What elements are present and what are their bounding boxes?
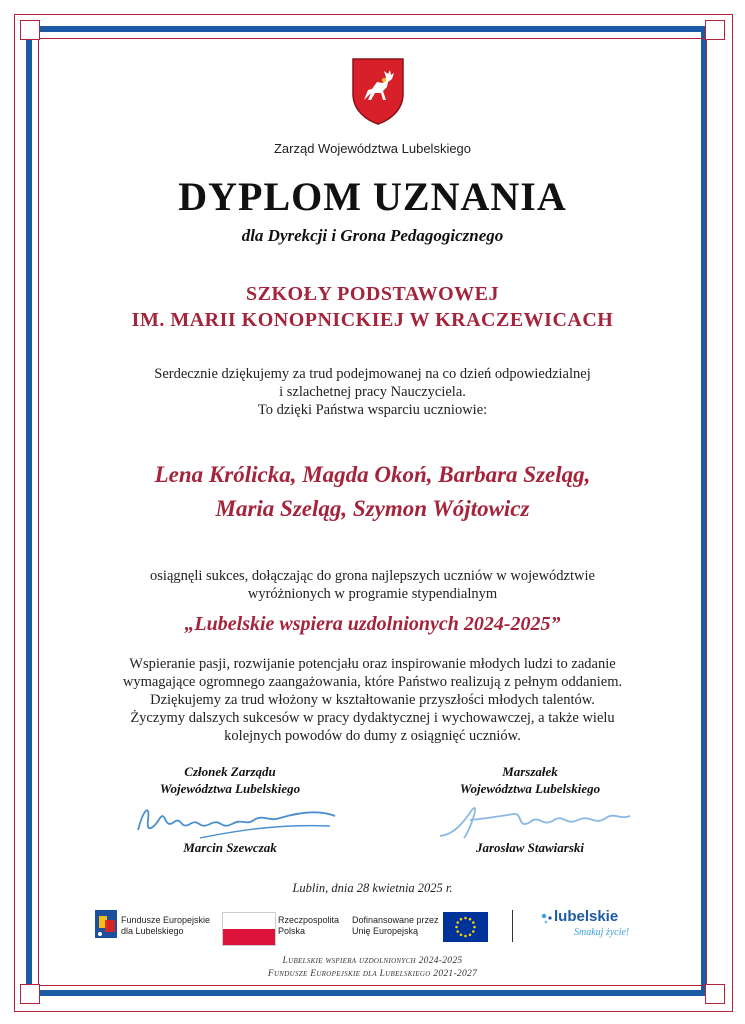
coat-of-arms-icon <box>350 56 406 126</box>
intro-text-line3: To dzięki Państwa wsparciu uczniowie: <box>257 402 488 418</box>
left-signature-block <box>125 763 335 797</box>
logo-divider <box>512 910 513 942</box>
intro-text-line2: i szlachetnej pracy Nauczyciela. <box>279 384 466 400</box>
handwritten-signature <box>130 800 350 844</box>
left-signatory-role: Członek Zarządu <box>184 764 276 779</box>
lubelskie-tagline: Smakuj życie! <box>574 927 630 938</box>
closing-text-line5: kolejnych powodów do dumy z osiągnięć uczniów. <box>224 728 521 744</box>
issue-date: Lublin, dnia 28 kwietnia 2025 r. <box>292 881 453 895</box>
school-name-line2: IM. MARII KONOPNICKIEJ W KRACZEWICACH <box>131 309 614 331</box>
diploma-title: DYPLOM UZNANIA <box>178 174 567 219</box>
intro-text-line1: Serdecznie dziękujemy za trud podejmowanej na co dzień odpowiedzialnej <box>154 366 591 382</box>
rp-logo-label: Rzeczpospolita Polska <box>278 915 340 936</box>
right-signatory-region: Województwa Lubelskiego <box>459 781 601 796</box>
corner-ornament <box>705 984 725 1004</box>
corner-ornament <box>20 20 40 40</box>
school-name-line1: SZKOŁY PODSTAWOWEJ <box>246 283 499 305</box>
closing-text-line4: Życzymy dalszych sukcesów w pracy dydaktycznej i wychowawczej, a także wielu <box>130 710 615 726</box>
fundusze-europejskie-icon <box>95 910 117 938</box>
student-names-line2: Maria Szeląg, Szymon Wójtowicz <box>215 496 530 521</box>
left-signatory-region: Województwa Lubelskiego <box>159 781 301 796</box>
corner-ornament <box>20 984 40 1004</box>
achievement-text-line1: osiągnęli sukces, dołączając do grona najlepszych uczniów w województwie <box>150 568 595 584</box>
fe-logo-label: Fundusze Europejskie dla Lubelskiego <box>121 915 211 936</box>
footer-line2: Fundusze Europejskie dla Lubelskiego 2021-2027 <box>267 969 478 979</box>
program-name: „Lubelskie wspiera uzdolnionych 2024-2025” <box>184 613 561 635</box>
lubelskie-dots-icon <box>540 912 554 926</box>
handwritten-signature <box>430 800 640 844</box>
polish-flag-icon <box>222 912 276 946</box>
eu-flag-icon <box>443 912 488 942</box>
right-signatory-role: Marszałek <box>502 764 558 779</box>
diploma-subtitle: dla Dyrekcji i Grona Pedagogicznego <box>241 226 504 245</box>
corner-ornament <box>705 20 725 40</box>
right-signature-block <box>420 763 640 797</box>
right-signatory-name: Jarosław Stawiarski <box>475 840 584 855</box>
issuer-name: Zarząd Województwa Lubelskiego <box>273 141 472 156</box>
lubelskie-wordmark: lubelskie <box>554 908 619 925</box>
closing-text-line2: wymagające ogromnego zaangażowania, które Państwo realizują z pełnym oddaniem. <box>122 674 623 690</box>
closing-text-line3: Dziękujemy za trud włożony w kształtowanie przyszłości młodych talentów. <box>150 692 595 708</box>
footer-line1: Lubelskie wspiera uzdolnionych 2024-2025 <box>282 956 463 966</box>
left-signatory-name: Marcin Szewczak <box>183 840 277 855</box>
achievement-text-line2: wyróżnionych w programie stypendialnym <box>247 586 498 602</box>
closing-text-line1: Wspieranie pasji, rozwijanie potencjału oraz inspirowanie młodych ludzi to zadanie <box>129 656 616 672</box>
lubelskie-logo <box>540 908 650 944</box>
eu-funding-label: Dofinansowane przez Unię Europejską <box>352 915 439 936</box>
student-names-line1: Lena Królicka, Magda Okoń, Barbara Szeląg, <box>154 462 591 487</box>
